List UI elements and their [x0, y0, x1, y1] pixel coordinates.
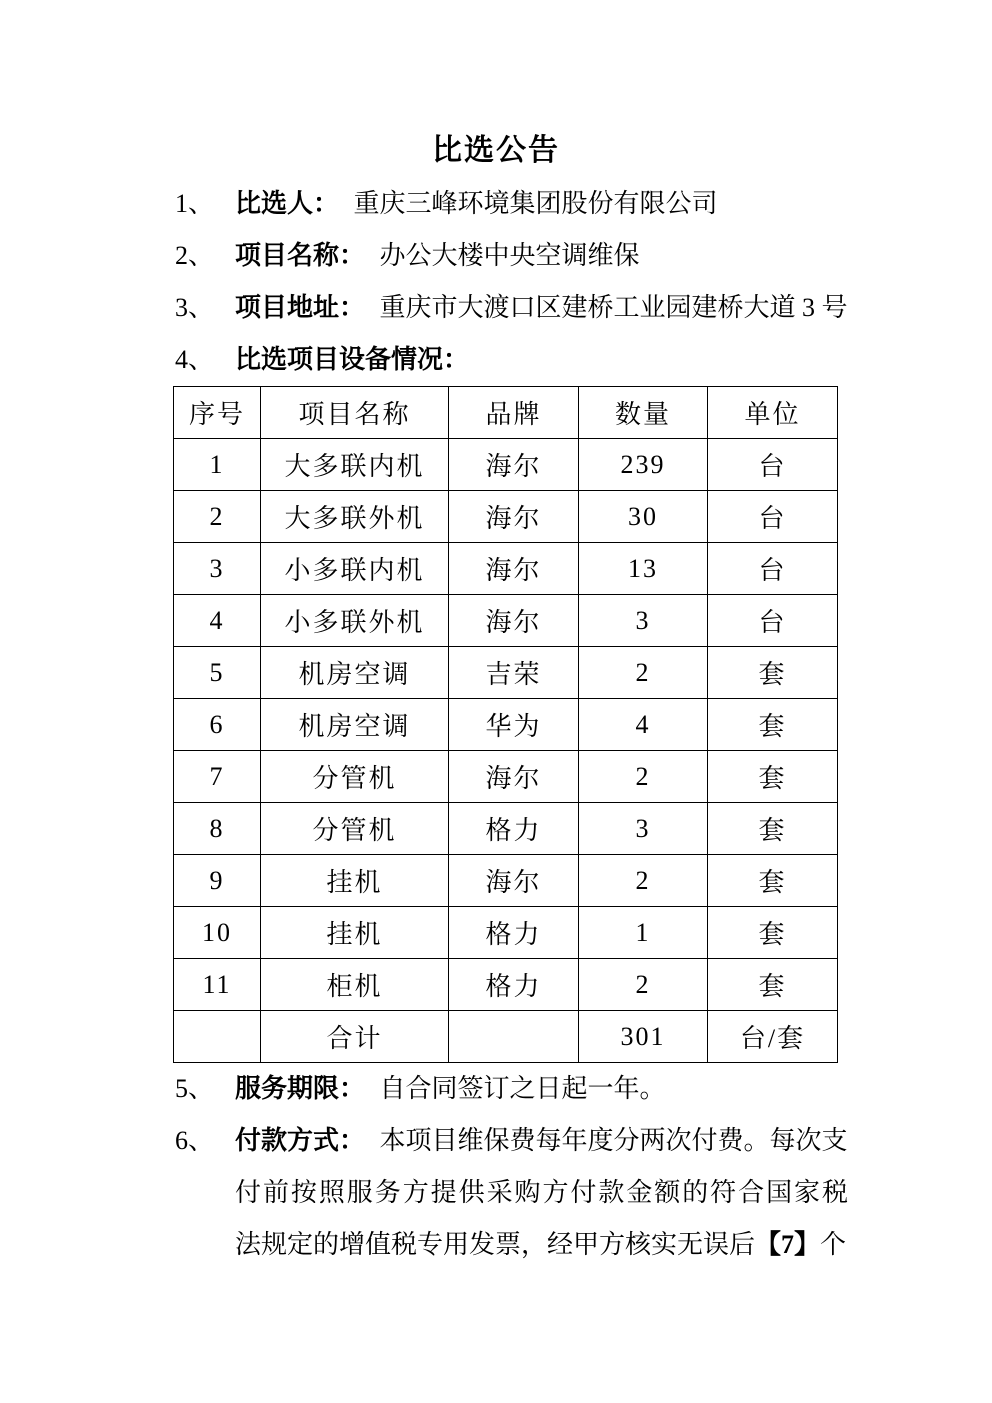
cell-index: 9 — [174, 855, 261, 907]
cell-name: 大多联内机 — [261, 439, 449, 491]
cell-brand: 吉荣 — [449, 647, 579, 699]
payment-terms-line-1 — [235, 1115, 848, 1167]
cell-unit: 套 — [708, 647, 838, 699]
list-item-4 — [175, 334, 848, 386]
table-header-row — [174, 387, 838, 439]
col-header-brand: 品牌 — [449, 387, 579, 439]
cell-unit: 套 — [708, 803, 838, 855]
table-row — [174, 595, 838, 647]
cell-name: 机房空调 — [261, 699, 449, 751]
item-label: 付款方式： — [235, 1126, 366, 1155]
cell-quantity: 13 — [579, 543, 708, 595]
cell-index — [174, 1011, 261, 1063]
cell-name: 大多联外机 — [261, 491, 449, 543]
cell-unit: 台 — [708, 439, 838, 491]
cell-unit: 套 — [708, 855, 838, 907]
cell-index: 7 — [174, 751, 261, 803]
cell-unit: 套 — [708, 699, 838, 751]
document-body — [175, 178, 848, 1271]
page-title: 比选公告 — [432, 134, 560, 167]
item-value-part: 法规定的增值税专用发票，经甲方核实无误后 — [235, 1230, 756, 1259]
cell-quantity: 30 — [579, 491, 708, 543]
cell-quantity: 3 — [579, 803, 708, 855]
cell-unit: 台/套 — [708, 1011, 838, 1063]
col-header-name: 项目名称 — [261, 387, 449, 439]
table-row — [174, 751, 838, 803]
cell-brand: 海尔 — [449, 855, 579, 907]
cell-quantity: 239 — [579, 439, 708, 491]
cell-quantity: 2 — [579, 959, 708, 1011]
cell-index: 5 — [174, 647, 261, 699]
cell-brand: 格力 — [449, 907, 579, 959]
list-item-6 — [175, 1115, 848, 1271]
cell-brand: 海尔 — [449, 439, 579, 491]
table-row — [174, 855, 838, 907]
list-item-2 — [175, 230, 848, 282]
cell-name: 分管机 — [261, 751, 449, 803]
cell-name: 柜机 — [261, 959, 449, 1011]
cell-unit: 套 — [708, 751, 838, 803]
item-number: 5、 — [175, 1074, 215, 1103]
cell-quantity: 2 — [579, 647, 708, 699]
cell-index: 3 — [174, 543, 261, 595]
table-row — [174, 803, 838, 855]
table-row — [174, 907, 838, 959]
col-header-unit: 单位 — [708, 387, 838, 439]
list-item-5 — [175, 1063, 848, 1115]
item-value-part: 个 — [820, 1230, 847, 1259]
cell-quantity: 1 — [579, 907, 708, 959]
cell-quantity: 2 — [579, 751, 708, 803]
cell-index: 10 — [174, 907, 261, 959]
item-number: 1、 — [175, 189, 215, 218]
item-number: 2、 — [175, 241, 215, 270]
cell-name: 分管机 — [261, 803, 449, 855]
cell-name: 小多联内机 — [261, 543, 449, 595]
cell-quantity: 2 — [579, 855, 708, 907]
equipment-table — [173, 386, 838, 1063]
cell-name: 挂机 — [261, 855, 449, 907]
table-row — [174, 959, 838, 1011]
table-row — [174, 647, 838, 699]
cell-quantity: 4 — [579, 699, 708, 751]
item-label: 服务期限： — [235, 1074, 366, 1103]
table-total-row — [174, 1011, 838, 1063]
item-label: 项目地址： — [235, 293, 366, 322]
item-label: 项目名称： — [235, 241, 366, 270]
payment-terms-line-3 — [235, 1219, 848, 1271]
item-label: 比选项目设备情况： — [235, 345, 470, 374]
cell-brand: 海尔 — [449, 751, 579, 803]
list-item-1 — [175, 178, 848, 230]
cell-unit: 套 — [708, 959, 838, 1011]
cell-brand: 格力 — [449, 803, 579, 855]
cell-quantity: 301 — [579, 1011, 708, 1063]
cell-index: 6 — [174, 699, 261, 751]
item-label: 比选人： — [235, 189, 340, 218]
cell-brand: 海尔 — [449, 491, 579, 543]
table-row — [174, 699, 838, 751]
payment-terms-line-2: 付前按照服务方提供采购方付款金额的符合国家税 — [235, 1178, 848, 1207]
cell-name: 机房空调 — [261, 647, 449, 699]
cell-brand: 海尔 — [449, 543, 579, 595]
cell-unit: 台 — [708, 543, 838, 595]
item-value: 自合同签订之日起一年。 — [379, 1074, 666, 1103]
col-header-quantity: 数量 — [579, 387, 708, 439]
cell-name: 合计 — [261, 1011, 449, 1063]
item-number: 3、 — [175, 293, 215, 322]
item-number: 6、 — [175, 1126, 215, 1155]
list-item-3 — [175, 282, 848, 334]
col-header-index: 序号 — [174, 387, 261, 439]
bracketed-number: 【7】 — [755, 1230, 821, 1259]
cell-brand — [449, 1011, 579, 1063]
cell-index: 1 — [174, 439, 261, 491]
cell-brand: 海尔 — [449, 595, 579, 647]
cell-brand: 格力 — [449, 959, 579, 1011]
cell-quantity: 3 — [579, 595, 708, 647]
item-value: 重庆市大渡口区建桥工业园建桥大道 3 号 — [379, 293, 848, 322]
item-value-part: 本项目维保费每年度分两次付费。每次支 — [379, 1126, 848, 1155]
cell-index: 2 — [174, 491, 261, 543]
cell-unit: 台 — [708, 491, 838, 543]
cell-name: 挂机 — [261, 907, 449, 959]
cell-unit: 套 — [708, 907, 838, 959]
cell-index: 11 — [174, 959, 261, 1011]
cell-unit: 台 — [708, 595, 838, 647]
table-row — [174, 439, 838, 491]
cell-index: 4 — [174, 595, 261, 647]
table-row — [174, 491, 838, 543]
cell-brand: 华为 — [449, 699, 579, 751]
cell-index: 8 — [174, 803, 261, 855]
item-number: 4、 — [175, 345, 215, 374]
item-value: 办公大楼中央空调维保 — [379, 241, 640, 270]
cell-name: 小多联外机 — [261, 595, 449, 647]
table-row — [174, 543, 838, 595]
item-value: 重庆三峰环境集团股份有限公司 — [353, 189, 718, 218]
